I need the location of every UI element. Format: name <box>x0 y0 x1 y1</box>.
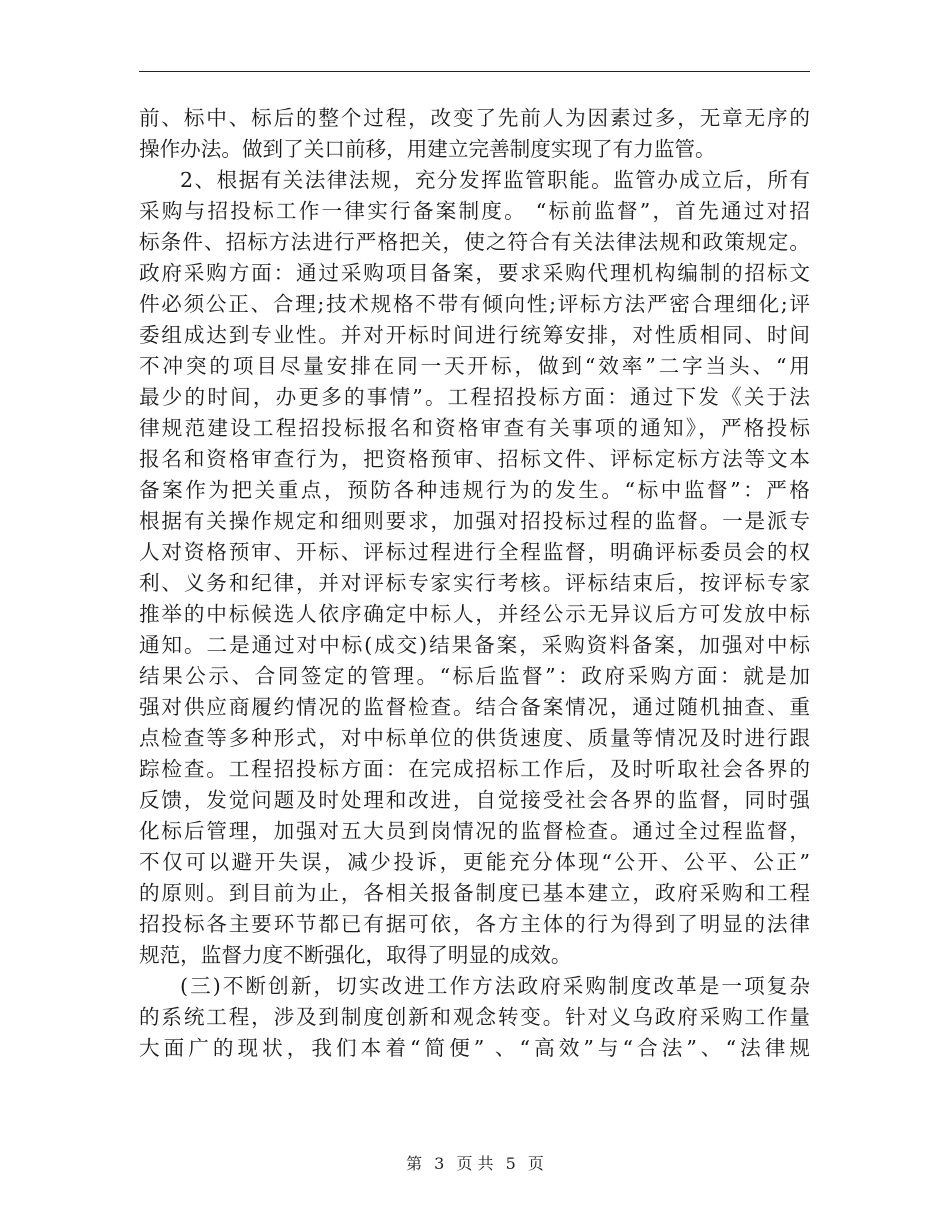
text-line: 件必须公正、合理;技术规格不带有倾向性;评标方法严密合理细化;评 <box>139 292 810 316</box>
text-line: 通知。二是通过对中标(成交)结果备案，采购资料备案，加强对中标 <box>139 633 810 657</box>
text-line: 点检查等多种形式，对中标单位的供货速度、质量等情况及时进行跟 <box>139 726 810 750</box>
footer-middle: 页 共 <box>456 1154 494 1173</box>
footer-suffix: 页 <box>527 1154 544 1173</box>
text-line: 最少的时间，办更多的事情”。工程招投标方面：通过下发《关于法 <box>139 385 810 409</box>
text-line: 反馈，发觉问题及时处理和改进，自觉接受社会各界的监督，同时强 <box>139 788 810 812</box>
text-line: 规范，监督力度不断强化，取得了明显的成效。 <box>139 943 572 967</box>
text-line: (三)不断创新，切实改进工作方法政府采购制度改革是一项复杂 <box>180 974 810 998</box>
text-line: 操作办法。做到了关口前移，用建立完善制度实现了有力监管。 <box>139 137 716 161</box>
body-text <box>139 103 810 1064</box>
text-line: 报名和资格审查行为，把资格预审、招标文件、评标定标方法等文本 <box>139 447 810 471</box>
text-line: 2、根据有关法律法规，充分发挥监管职能。监管办成立后，所有 <box>180 168 810 192</box>
text-line: 根据有关操作规定和细则要求，加强对招投标过程的监督。一是派专 <box>139 509 810 533</box>
text-line: 推举的中标候选人依序确定中标人，并经公示无异议后方可发放中标 <box>139 602 810 626</box>
text-line: 招投标各主要环节都已有据可依，各方主体的行为得到了明显的法律 <box>139 912 810 936</box>
text-line: 不仅可以避开失误，减少投诉，更能充分体现“公开、公平、公正” <box>139 850 810 874</box>
footer-prefix: 第 <box>406 1154 423 1173</box>
total-pages: 5 <box>505 1154 516 1173</box>
text-line: 结果公示、合同签定的管理。“标后监督”：政府采购方面：就是加 <box>139 664 810 688</box>
text-line: 的原则。到目前为止，各相关报备制度已基本建立，政府采购和工程 <box>139 881 810 905</box>
text-line: 前、标中、标后的整个过程，改变了先前人为因素过多，无章无序的 <box>139 106 810 130</box>
text-line: 大面广的现状，我们本着“简便” 、“高效”与“合法”、“法律规 <box>139 1036 810 1060</box>
text-line: 委组成达到专业性。并对开标时间进行统筹安排，对性质相同、时间 <box>139 323 810 347</box>
text-line: 利、义务和纪律，并对评标专家实行考核。评标结束后，按评标专家 <box>139 571 810 595</box>
text-line: 政府采购方面：通过采购项目备案，要求采购代理机构编制的招标文 <box>139 261 810 285</box>
text-line: 不冲突的项目尽量安排在同一天开标，做到“效率”二字当头、“用 <box>139 354 810 378</box>
header-rule <box>139 71 810 72</box>
text-line: 人对资格预审、开标、评标过程进行全程监督，明确评标委员会的权 <box>139 540 810 564</box>
text-line: 采购与招投标工作一律实行备案制度。 “标前监督”，首先通过对招 <box>139 199 810 223</box>
text-line: 化标后管理，加强对五大员到岗情况的监督检查。通过全过程监督， <box>139 819 810 843</box>
text-line: 备案作为把关重点，预防各种违规行为的发生。“标中监督”：严格 <box>139 478 810 502</box>
page-number: 3 <box>434 1154 445 1173</box>
text-line: 标条件、招标方法进行严格把关，使之符合有关法律法规和政策规定。 <box>139 230 810 254</box>
text-line: 踪检查。工程招投标方面：在完成招标工作后，及时听取社会各界的 <box>139 757 810 781</box>
text-line: 强对供应商履约情况的监督检查。结合备案情况，通过随机抽查、重 <box>139 695 810 719</box>
text-line: 的系统工程，涉及到制度创新和观念转变。针对义乌政府采购工作量 <box>139 1005 810 1029</box>
page-footer <box>0 1152 950 1176</box>
text-line: 律规范建设工程招投标报名和资格审查有关事项的通知》，严格投标 <box>139 416 810 440</box>
